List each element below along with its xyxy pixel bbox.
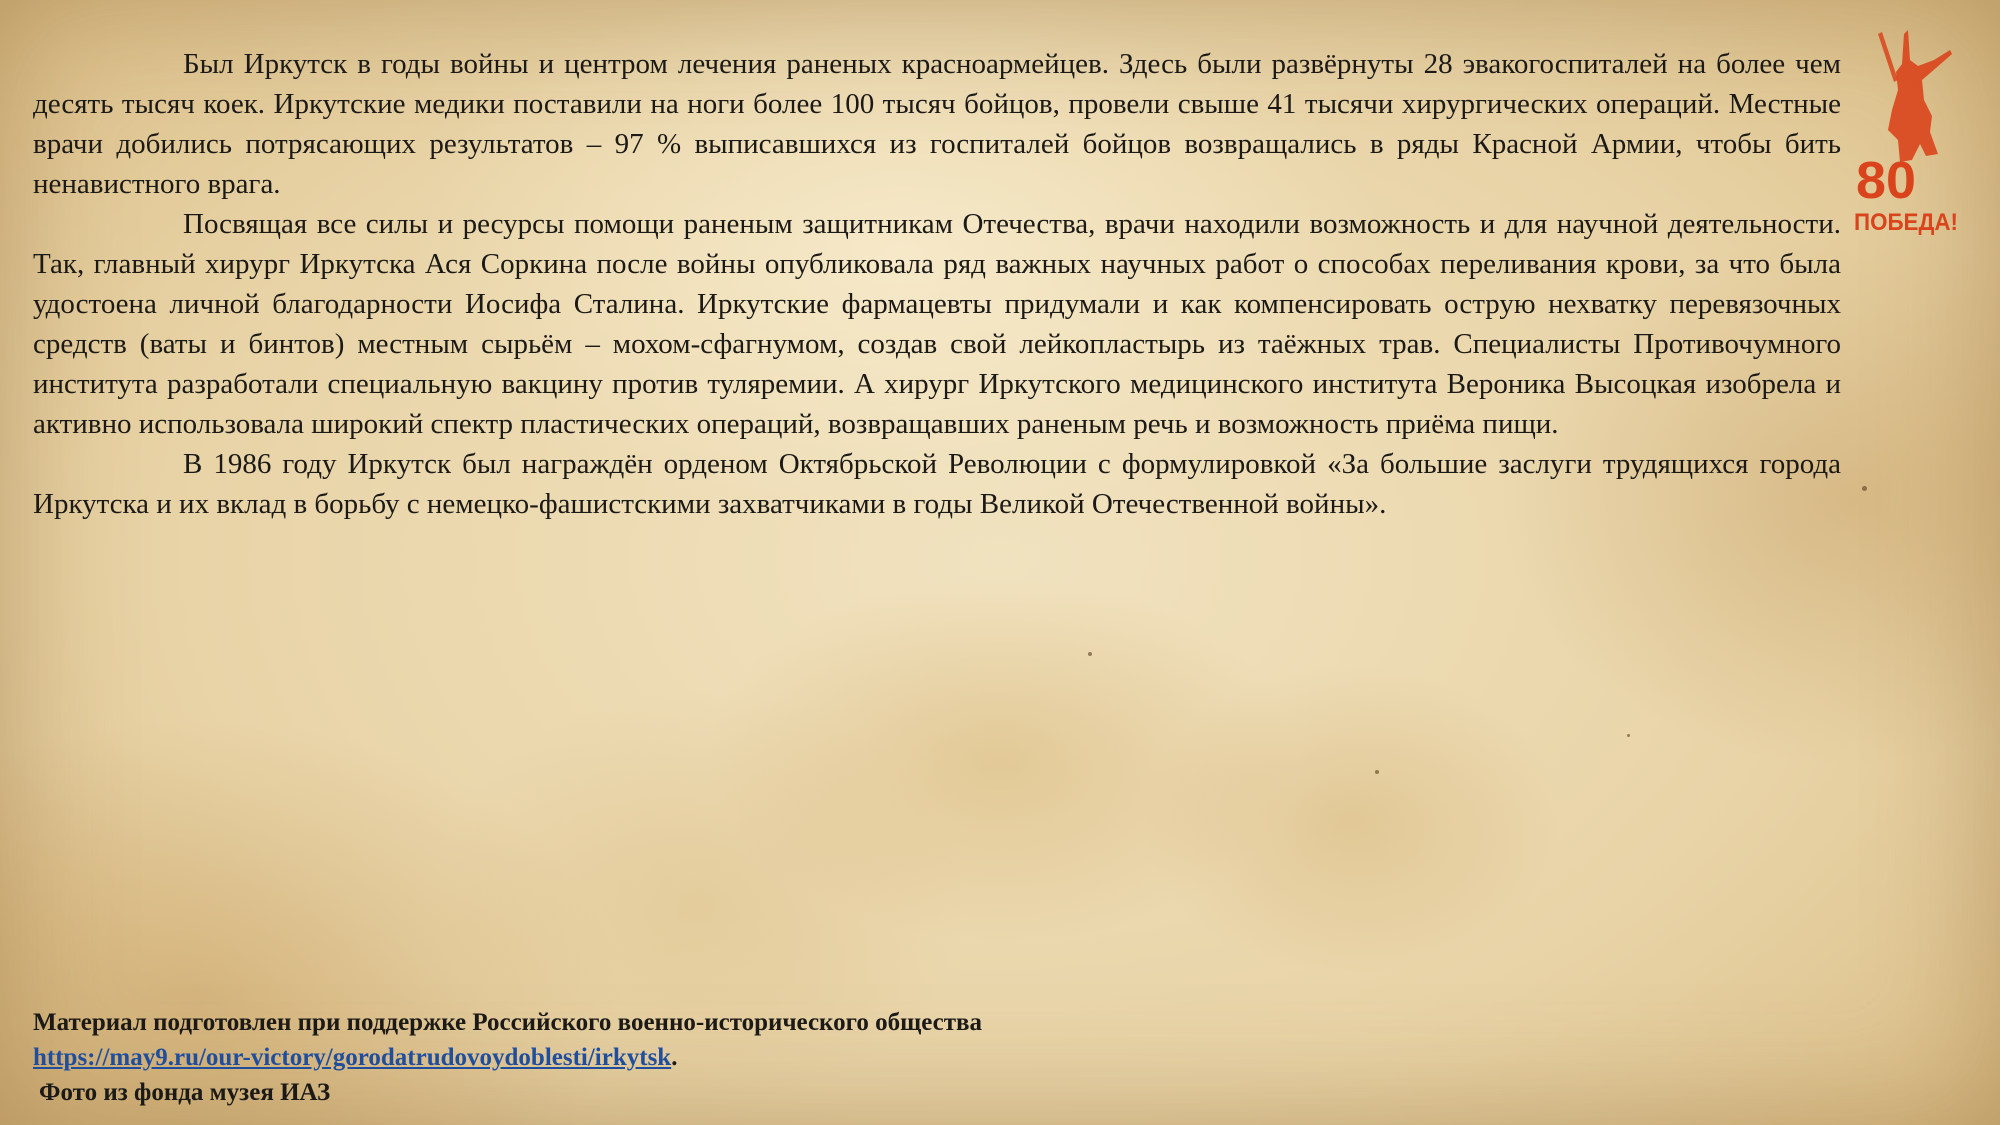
paragraph-hospitals: Был Иркутск в годы войны и центром лечения раненых красноармейцев. Здесь были развёрнуты 28 эвакогоспиталей на более чем десять тысяч коек. Иркутские медики поставили на ноги более 100 тысяч бойцов, провели свыше 41 тысячи хирургических операций. Местные врачи добились потрясающих результатов – 97 % выписавшихся из госпиталей бойцов возвращались в ряды Красной Армии, чтобы бить ненавистного врага.	[33, 48, 1841, 200]
emblem-word: ПОБЕДА!	[1854, 209, 1958, 236]
paper-speck	[1375, 770, 1379, 774]
victory-80-emblem-icon	[1852, 20, 1962, 240]
paper-speck	[1088, 652, 1092, 656]
article-body	[33, 44, 1841, 524]
footer-credits	[33, 1005, 1433, 1110]
paragraph-award: В 1986 году Иркутск был награждён орденом Октябрьской Революции с формулировкой «За большие заслуги трудящихся города Иркутска и их вклад в борьбу с немецко-фашистскими захватчиками в годы Великой Отечественной войны».	[33, 448, 1841, 520]
photo-credit: Фото из фонда музея ИАЗ	[39, 1079, 331, 1106]
emblem-number: 80	[1856, 152, 1916, 210]
source-link-suffix: .	[671, 1044, 678, 1071]
source-link[interactable]: https://may9.ru/our-victory/gorodatrudovoydoblesti/irkytsk	[33, 1044, 672, 1071]
paper-speck	[1862, 486, 1867, 491]
paper-speck	[1627, 734, 1630, 737]
source-line	[33, 1040, 1433, 1075]
monument-silhouette-icon	[1888, 30, 1952, 162]
paragraph-science: Посвящая все силы и ресурсы помощи раненым защитникам Отечества, врачи находили возможность и для научной деятельности. Так, главный хирург Иркутска Ася Соркина после войны опубликовала ряд важных научных работ о способах переливания крови, за что была удостоена личной благодарности Иосифа Сталина. Иркутские фармацевты придумали и как компенсировать острую нехватку перевязочных средств (ваты и бинтов) местным сырьём – мохом-сфагнумом, создав свой лейкопластырь из таёжных трав. Специалисты Противочумного института разработали специальную вакцину против туляремии. А хирург Иркутского медицинского института Вероника Высоцкая изобрела и активно использовала широкий спектр пластических операций, возвращавших раненым речь и возможность приёма пищи.	[33, 208, 1841, 440]
support-note: Материал подготовлен при поддержке Российского военно-исторического общества	[33, 1009, 982, 1036]
